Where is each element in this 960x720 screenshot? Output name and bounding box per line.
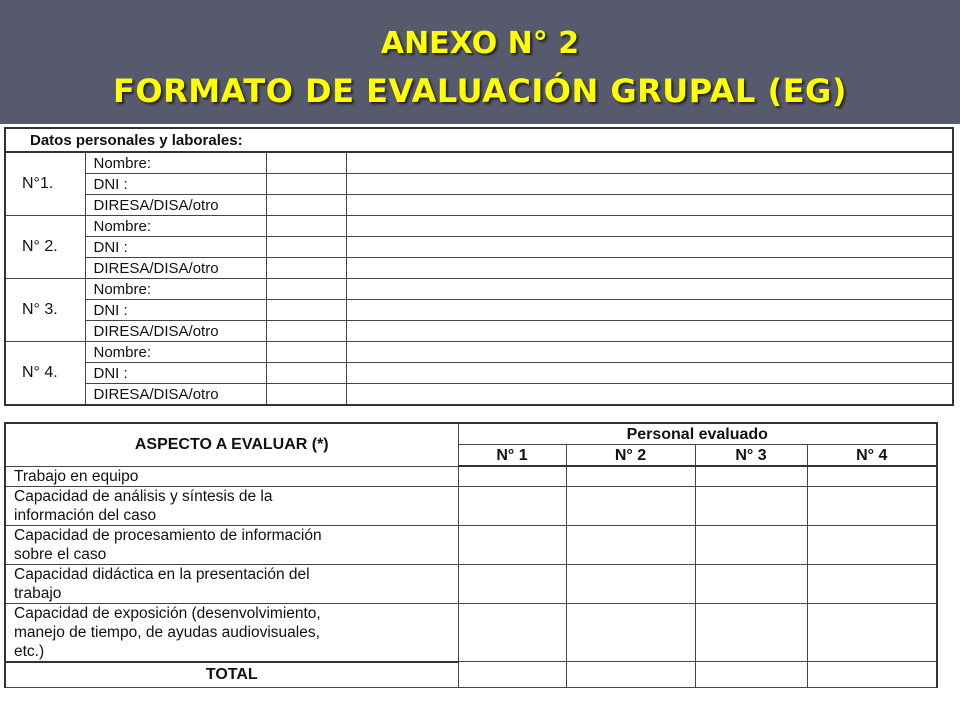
field-label: Nombre: [85,279,266,300]
total-cell[interactable] [566,662,695,688]
score-cell[interactable] [807,603,937,662]
field-spacer [266,258,346,279]
field-spacer [266,237,346,258]
personal-data-row [5,384,953,406]
personal-data-row [5,258,953,279]
aspect-label-line: Capacidad didáctica en la presentación del [14,565,310,583]
personnel-evaluated-header: Personal evaluado [458,423,937,445]
field-spacer [266,195,346,216]
slide-title-line-1: ANEXO N° 2 [380,26,580,61]
score-cell[interactable] [695,486,807,525]
personal-data-row [5,300,953,321]
aspect-label-line: Capacidad de exposición (desenvolvimiento, [14,604,321,622]
field-spacer [266,321,346,342]
scanned-form [0,124,960,720]
score-cell[interactable] [566,564,695,603]
field-label: DIRESA/DISA/otro [85,258,266,279]
score-cell[interactable] [695,466,807,486]
field-value-blank[interactable] [346,384,953,406]
score-cell[interactable] [458,525,566,564]
aspect-row [5,466,937,486]
aspect-label-line: etc.) [14,642,45,660]
field-spacer [266,279,346,300]
aspect-row [5,603,937,662]
field-label: DNI : [85,237,266,258]
field-label: DIRESA/DISA/otro [85,195,266,216]
total-cell[interactable] [695,662,807,688]
aspect-label-line: trabajo [14,584,62,602]
slide-title-line-2: FORMATO DE EVALUACIÓN GRUPAL (EG) [113,72,847,110]
field-spacer [266,363,346,384]
field-value-blank[interactable] [346,152,953,174]
score-cell[interactable] [807,486,937,525]
aspect-label [5,564,458,603]
field-value-blank[interactable] [346,342,953,363]
field-spacer [266,342,346,363]
score-cell[interactable] [807,564,937,603]
field-spacer [266,216,346,237]
person-number: N° 4. [5,342,85,406]
score-cell[interactable] [458,486,566,525]
score-cell[interactable] [566,466,695,486]
evaluated-person-column-header: N° 3 [695,445,807,467]
field-label: DIRESA/DISA/otro [85,321,266,342]
personal-data-row [5,216,953,237]
field-label: DNI : [85,300,266,321]
aspect-column-header: ASPECTO A EVALUAR (*) [5,423,458,466]
score-cell[interactable] [458,564,566,603]
total-cell[interactable] [807,662,937,688]
field-value-blank[interactable] [346,195,953,216]
score-cell[interactable] [566,525,695,564]
evaluated-person-column-header: N° 4 [807,445,937,467]
aspect-label [5,525,458,564]
field-spacer [266,384,346,406]
total-cell[interactable] [458,662,566,688]
field-value-blank[interactable] [346,237,953,258]
personal-data-row [5,342,953,363]
personal-data-row [5,279,953,300]
evaluated-person-column-header: N° 1 [458,445,566,467]
field-label: DNI : [85,363,266,384]
personal-data-row [5,174,953,195]
slide-header [0,0,960,124]
field-label: Nombre: [85,216,266,237]
field-value-blank[interactable] [346,300,953,321]
score-cell[interactable] [695,525,807,564]
aspect-label-line: Trabajo en equipo [14,467,139,485]
score-cell[interactable] [566,486,695,525]
field-value-blank[interactable] [346,279,953,300]
aspect-row [5,486,937,525]
score-cell[interactable] [566,603,695,662]
field-label: Nombre: [85,152,266,174]
field-spacer [266,300,346,321]
total-row [5,662,937,688]
aspect-label-line: información del caso [14,506,157,524]
score-cell[interactable] [458,466,566,486]
personal-data-row [5,363,953,384]
total-label: TOTAL [5,662,458,688]
aspect-label [5,486,458,525]
personal-data-header-row [5,128,953,152]
field-value-blank[interactable] [346,216,953,237]
field-value-blank[interactable] [346,258,953,279]
aspect-row [5,525,937,564]
aspect-label-line: sobre el caso [14,545,107,563]
aspect-label [5,466,458,486]
aspect-label-line: manejo de tiempo, de ayudas audiovisuales, [14,623,320,641]
score-cell[interactable] [695,564,807,603]
person-number: N° 3. [5,279,85,342]
score-cell[interactable] [695,603,807,662]
field-value-blank[interactable] [346,174,953,195]
field-label: DIRESA/DISA/otro [85,384,266,406]
score-cell[interactable] [458,603,566,662]
field-value-blank[interactable] [346,321,953,342]
person-number: N°1. [5,152,85,216]
field-value-blank[interactable] [346,363,953,384]
aspect-label-line: Capacidad de análisis y síntesis de la [14,487,273,505]
field-spacer [266,174,346,195]
aspect-row [5,564,937,603]
field-label: Nombre: [85,342,266,363]
score-cell[interactable] [807,525,937,564]
evaluation-table [4,422,938,688]
personal-data-row [5,321,953,342]
score-cell[interactable] [807,466,937,486]
personal-data-row [5,152,953,174]
field-spacer [266,152,346,174]
person-number: N° 2. [5,216,85,279]
personal-data-row [5,195,953,216]
aspect-label [5,603,458,662]
personal-data-row [5,237,953,258]
personal-data-header: Datos personales y laborales: [30,131,243,149]
evaluated-person-column-header: N° 2 [566,445,695,467]
personal-data-table [4,127,954,406]
aspect-label-line: Capacidad de procesamiento de información [14,526,322,544]
field-label: DNI : [85,174,266,195]
